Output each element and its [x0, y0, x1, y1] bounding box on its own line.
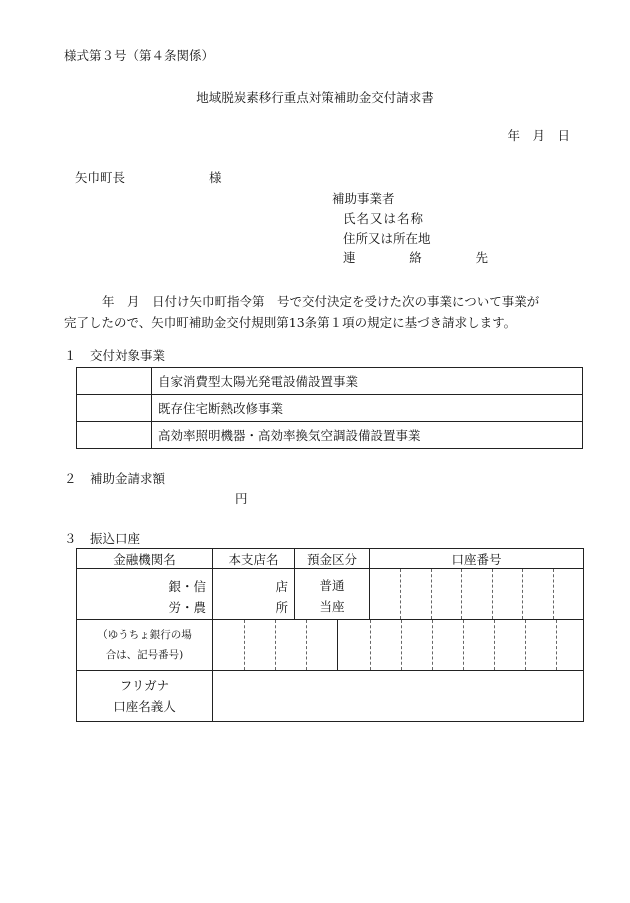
branch-type-2: 所 [275, 600, 288, 615]
branch-name-header: 本支店名 [213, 549, 295, 569]
document-title: 地域脱炭素移行重点対策補助金交付請求書 [196, 90, 434, 105]
project-item: 自家消費型太陽光発電設備設置事業 [152, 368, 583, 395]
digit-divider [306, 620, 307, 670]
account-number-header: 口座番号 [370, 549, 584, 569]
section2-number: ２ [64, 471, 77, 486]
addressee: 矢巾町長 [75, 170, 126, 185]
digit-divider [553, 569, 554, 619]
table-row [77, 671, 584, 722]
deposit-type-header: 預金区分 [295, 549, 370, 569]
table-row [77, 569, 584, 620]
table-row [77, 422, 583, 449]
bank-name-cell[interactable] [77, 569, 213, 620]
section2-title: 補助金請求額 [90, 471, 166, 486]
yucho-note-line2: 合は、記号番号) [105, 649, 184, 661]
segment-divider [337, 620, 338, 670]
yucho-note-line1: （ゆうちょ銀行の場 [97, 629, 192, 641]
project-item: 既存住宅断熱改修事業 [152, 395, 583, 422]
date-line: 年 月 日 [507, 128, 570, 143]
digit-divider [461, 569, 462, 619]
table-row [77, 620, 584, 671]
table-header-row [77, 549, 584, 569]
yucho-note-cell [77, 620, 213, 671]
project-checkbox-cell[interactable] [77, 422, 152, 449]
deposit-type-ordinary: 普通 [319, 578, 345, 593]
section3-title: 振込口座 [90, 531, 141, 546]
bank-type-1: 銀・信 [168, 579, 206, 594]
digit-divider [431, 569, 432, 619]
bank-account-table [76, 548, 584, 722]
section3-number: ３ [64, 531, 77, 546]
bank-type-2: 労・農 [168, 600, 206, 615]
request-statement-line2: 完了したので、矢巾町補助金交付規則第13条第１項の規定に基づき請求します。 [64, 315, 517, 330]
section3-heading [64, 533, 140, 546]
branch-name-cell[interactable] [213, 569, 295, 620]
digit-divider [244, 620, 245, 670]
digit-divider [522, 569, 523, 619]
project-checkbox-cell[interactable] [77, 395, 152, 422]
project-item: 高効率照明機器・高効率換気空調設備設置事業 [152, 422, 583, 449]
project-checkbox-cell[interactable] [77, 368, 152, 395]
yucho-symbol-number-cell[interactable] [213, 620, 584, 671]
addressee-suffix: 様 [209, 170, 222, 185]
section1-heading [64, 350, 165, 363]
section1-number: １ [64, 348, 77, 363]
account-holder-label-cell [77, 671, 213, 722]
digit-divider [494, 620, 495, 670]
deposit-type-current: 当座 [319, 599, 345, 614]
account-number-cell[interactable] [370, 569, 584, 620]
bank-name-header: 金融機関名 [77, 549, 213, 569]
furigana-label: フリガナ [119, 678, 170, 693]
applicant-heading: 補助事業者 [332, 191, 395, 206]
applicant-contact-label: 連 絡 先 [343, 250, 509, 265]
digit-divider [492, 569, 493, 619]
section1-title: 交付対象事業 [90, 348, 166, 363]
table-row [77, 368, 583, 395]
applicant-name-label: 氏名又は名称 [343, 211, 425, 226]
target-project-table [76, 367, 583, 449]
digit-divider [463, 620, 464, 670]
deposit-type-cell[interactable] [295, 569, 370, 620]
digit-divider [556, 620, 557, 670]
digit-divider [432, 620, 433, 670]
table-row [77, 395, 583, 422]
section2-heading [64, 473, 165, 486]
digit-divider [401, 620, 402, 670]
digit-divider [525, 620, 526, 670]
digit-divider [400, 569, 401, 619]
account-holder-label: 口座名義人 [113, 699, 176, 714]
amount-unit: 円 [235, 491, 248, 506]
form-number: 様式第３号（第４条関係） [64, 48, 215, 63]
digit-divider [275, 620, 276, 670]
request-statement [64, 291, 586, 333]
applicant-address-label: 住所又は所在地 [343, 231, 431, 246]
account-holder-cell[interactable] [213, 671, 584, 722]
digit-divider [370, 620, 371, 670]
request-statement-line1: 年 月 日付け矢巾町指令第 号で交付決定を受けた次の事業について事業が [102, 294, 540, 309]
branch-type-1: 店 [275, 579, 288, 594]
